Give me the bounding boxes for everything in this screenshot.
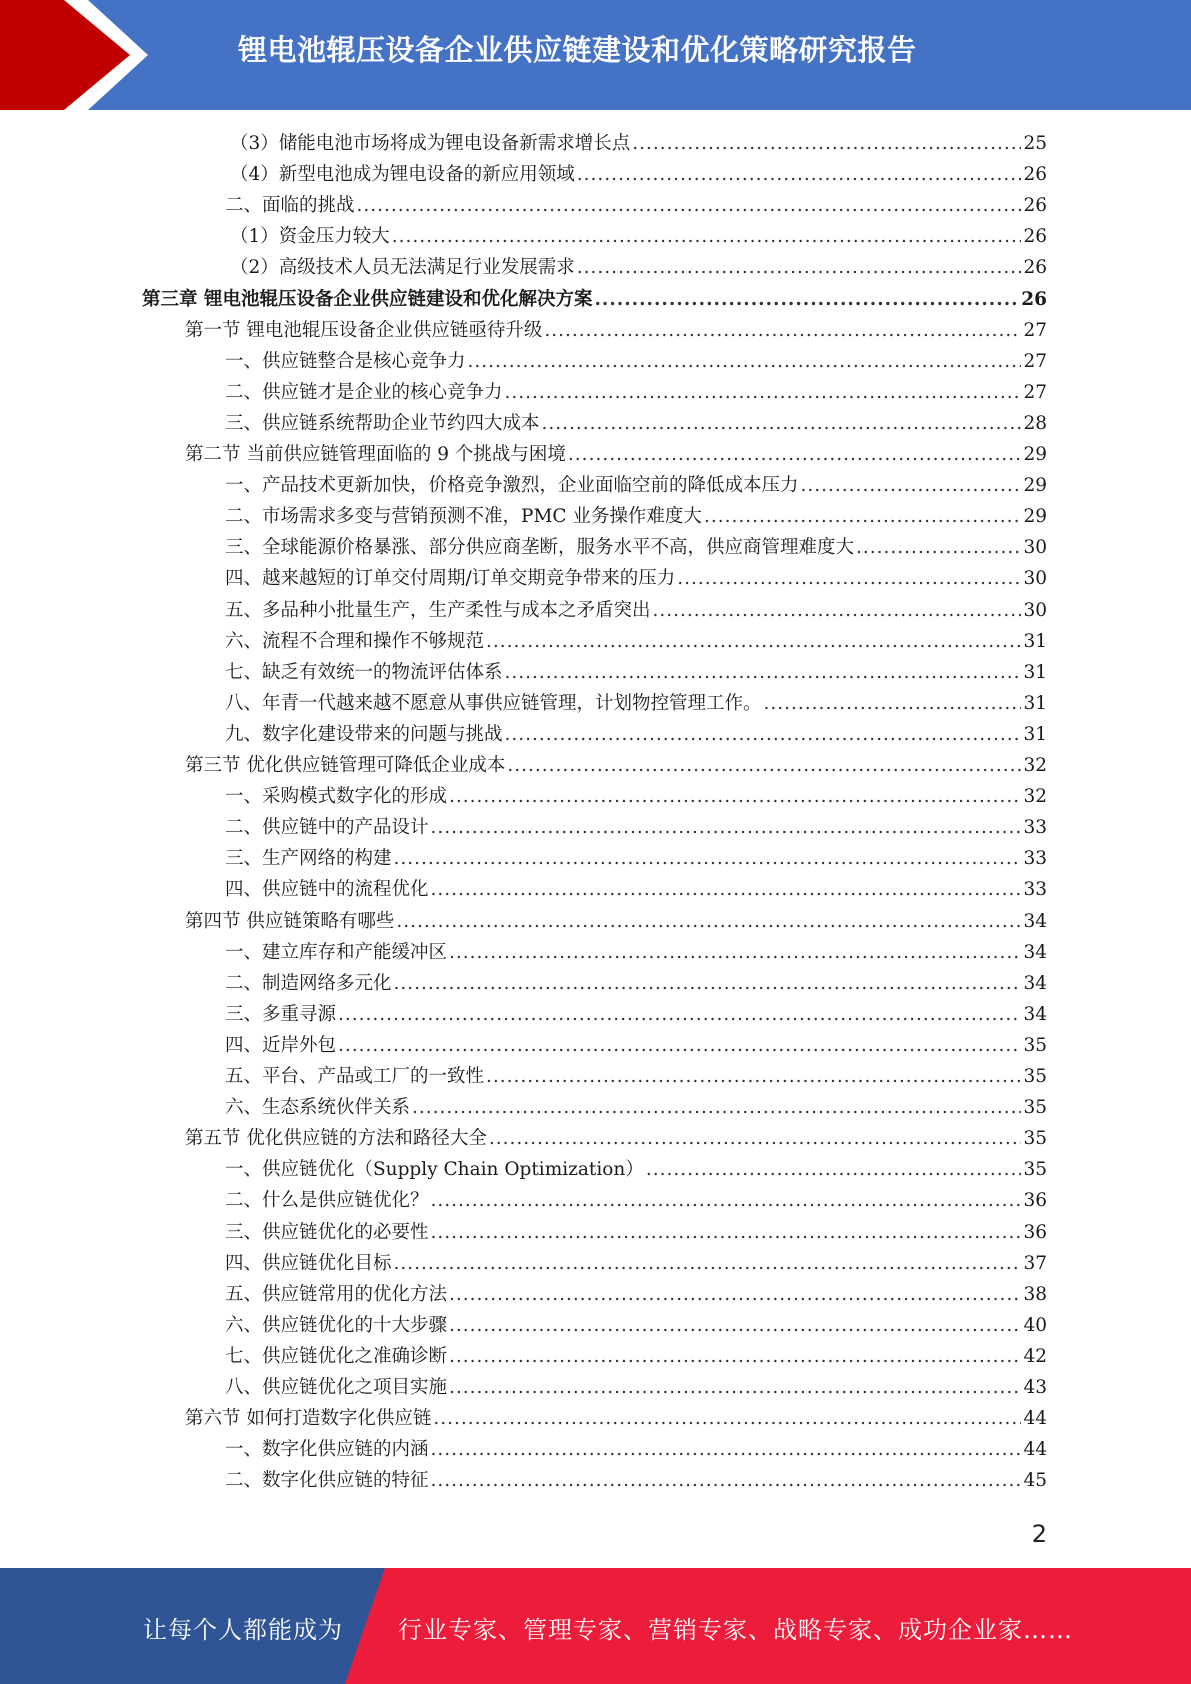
page-number: 2 [1031, 1520, 1047, 1548]
toc-dot-leader [704, 501, 1022, 532]
toc-entry-page: 38 [1023, 1283, 1047, 1305]
toc-entry[interactable] [225, 626, 1047, 657]
toc-entry-page: 35 [1023, 1066, 1047, 1087]
toc-entry-page: 25 [1023, 133, 1047, 154]
toc-entry[interactable] [225, 1030, 1047, 1061]
toc-entry[interactable] [225, 377, 1047, 408]
toc-entry[interactable] [225, 719, 1047, 750]
toc-entry-title: 一、产品技术更新加快，价格竞争激烈，企业面临空前的降低成本压力 [225, 475, 799, 497]
toc-entry-title: 八、年青一代越来越不愿意从事供应链管理，计划物控管理工作。 [225, 692, 762, 714]
toc-dot-leader [394, 1248, 1022, 1279]
toc-entry[interactable] [185, 906, 1047, 937]
toc-entry-title: 二、面临的挑战 [225, 195, 355, 217]
toc-entry-page: 36 [1023, 1190, 1047, 1212]
toc-entry-page: 26 [1023, 195, 1047, 217]
toc-dot-leader [568, 439, 1022, 470]
toc-entry-title: 八、供应链优化之项目实施 [225, 1377, 448, 1398]
toc-entry-page: 35 [1023, 1159, 1047, 1181]
toc-dot-leader [449, 1341, 1021, 1372]
toc-entry-page: 33 [1023, 879, 1047, 901]
toc-entry[interactable] [185, 439, 1047, 470]
toc-entry[interactable] [225, 470, 1047, 501]
toc-entry-page: 43 [1023, 1377, 1047, 1398]
toc-entry-page: 37 [1023, 1252, 1047, 1274]
toc-dot-leader [431, 1465, 1022, 1496]
toc-entry-page: 31 [1023, 692, 1047, 714]
toc-entry-page: 29 [1023, 475, 1047, 497]
toc-entry[interactable] [230, 159, 1047, 190]
toc-dot-leader [507, 750, 1021, 781]
toc-entry[interactable] [225, 1061, 1047, 1092]
toc-entry[interactable] [225, 1185, 1047, 1216]
toc-entry-page: 32 [1023, 755, 1047, 776]
toc-entry[interactable] [225, 595, 1047, 626]
toc-entry-title: （1）资金压力较大 [230, 226, 390, 248]
toc-entry[interactable] [225, 874, 1047, 905]
toc-entry-title: 六、供应链优化的十大步骤 [225, 1314, 448, 1336]
toc-entry-page: 27 [1023, 319, 1047, 341]
toc-entry-page: 36 [1023, 1221, 1047, 1243]
footer-slogan-left: 让每个人都能成为 [143, 1616, 343, 1644]
toc-dot-leader [801, 470, 1022, 501]
toc-entry-title: 四、供应链优化目标 [225, 1252, 392, 1274]
toc-dot-leader [653, 595, 1022, 626]
toc-entry-page: 40 [1023, 1314, 1047, 1336]
toc-entry-page: 28 [1023, 412, 1047, 434]
toc-entry[interactable] [225, 1279, 1047, 1310]
toc-dot-leader [433, 1403, 1021, 1434]
toc-entry-title: 第三节 优化供应链管理可降低企业成本 [185, 755, 506, 776]
toc-dot-leader [431, 1217, 1022, 1248]
toc-entry-title: （3）储能电池市场将成为锂电设备新需求增长点 [230, 133, 631, 154]
toc-dot-leader [489, 1123, 1022, 1154]
toc-entry-page: 35 [1023, 1097, 1047, 1119]
toc-entry-page: 34 [1023, 910, 1047, 932]
toc-entry-title: 二、市场需求多变与营销预测不准，PMC 业务操作难度大 [225, 506, 702, 528]
toc-entry[interactable] [225, 937, 1047, 968]
toc-entry[interactable] [225, 1217, 1047, 1248]
toc-entry[interactable] [225, 1465, 1047, 1496]
toc-entry-page: 26 [1023, 226, 1047, 248]
toc-entry[interactable] [225, 346, 1047, 377]
toc-dot-leader [431, 1434, 1022, 1465]
toc-dot-leader [449, 781, 1021, 812]
toc-dot-leader [505, 657, 1022, 688]
toc-dot-leader [431, 812, 1022, 843]
toc-entry-title: 第三章 锂电池辊压设备企业供应链建设和优化解决方案 [142, 288, 593, 310]
toc-entry[interactable] [185, 1123, 1047, 1154]
toc-entry[interactable] [230, 252, 1047, 283]
toc-dot-leader [505, 719, 1022, 750]
toc-dot-leader [338, 999, 1021, 1030]
toc-entry-title: 九、数字化建设带来的问题与挑战 [225, 723, 503, 745]
toc-entry-page: 31 [1023, 661, 1047, 683]
toc-entry[interactable] [225, 1310, 1047, 1341]
toc-entry[interactable] [230, 128, 1047, 159]
toc-entry-title: 五、平台、产品或工厂的一致性 [225, 1066, 485, 1087]
toc-entry-title: （2）高级技术人员无法满足行业发展需求 [230, 257, 575, 279]
toc-entry-title: 三、全球能源价格暴涨、部分供应商垄断，服务水平不高，供应商管理难度大 [225, 537, 855, 559]
toc-entry-title: 二、供应链才是企业的核心竞争力 [225, 381, 503, 403]
toc-entry-title: 第五节 优化供应链的方法和路径大全 [185, 1128, 487, 1150]
toc-dot-leader [449, 1310, 1021, 1341]
toc-entry-page: 30 [1023, 568, 1047, 590]
toc-entry-title: （4）新型电池成为锂电设备的新应用领域 [230, 164, 575, 186]
footer-slogan-right: 行业专家、管理专家、营销专家、战略专家、成功企业家…… [398, 1616, 1073, 1644]
toc-entry[interactable] [225, 563, 1047, 594]
toc-entry-title: 第四节 供应链策略有哪些 [185, 910, 395, 932]
toc-entry-page: 30 [1023, 537, 1047, 559]
toc-dot-leader [357, 190, 1022, 221]
toc-entry-title: 一、数字化供应链的内涵 [225, 1439, 429, 1461]
toc-dot-leader [449, 1372, 1021, 1403]
toc-entry-page: 44 [1023, 1439, 1047, 1461]
toc-entry-title: 二、制造网络多元化 [225, 972, 392, 994]
toc-entry-page: 33 [1023, 817, 1047, 839]
toc-entry-page: 26 [1021, 288, 1047, 310]
toc-entry-page: 34 [1023, 1003, 1047, 1025]
toc-entry-page: 35 [1023, 1128, 1047, 1150]
toc-dot-leader [632, 128, 1021, 159]
toc-entry[interactable] [225, 968, 1047, 999]
toc-dot-leader [431, 1185, 1022, 1216]
toc-entry[interactable] [225, 1372, 1047, 1403]
toc-entry[interactable] [225, 501, 1047, 532]
toc-entry-title: 五、多品种小批量生产，生产柔性与成本之矛盾突出 [225, 599, 651, 621]
toc-entry-title: 第一节 锂电池辊压设备企业供应链亟待升级 [185, 319, 543, 341]
toc-dot-leader [338, 1030, 1021, 1061]
toc-entry-page: 26 [1023, 164, 1047, 186]
toc-dot-leader [677, 563, 1021, 594]
toc-dot-leader [486, 626, 1021, 657]
toc-dot-leader [486, 1061, 1021, 1092]
toc-entry-title: 一、供应链优化（Supply Chain Optimization） [225, 1159, 644, 1181]
toc-dot-leader [468, 346, 1022, 377]
toc-entry-title: 七、缺乏有效统一的物流评估体系 [225, 661, 503, 683]
toc-entry-page: 31 [1023, 723, 1047, 745]
toc-dot-leader [646, 1154, 1022, 1185]
toc-entry-title: 二、数字化供应链的特征 [225, 1470, 429, 1492]
toc-entry-page: 42 [1023, 1345, 1047, 1367]
toc-dot-leader [394, 968, 1022, 999]
toc-entry-title: 二、什么是供应链优化？ [225, 1190, 429, 1212]
toc-entry-title: 一、建立库存和产能缓冲区 [225, 941, 448, 963]
header-arrow-decoration [0, 0, 150, 110]
toc-entry-page: 30 [1023, 599, 1047, 621]
toc-entry[interactable] [225, 1154, 1047, 1185]
toc-entry[interactable] [225, 1434, 1047, 1465]
toc-dot-leader [392, 221, 1022, 252]
toc-entry[interactable] [225, 532, 1047, 563]
toc-entry[interactable] [225, 1092, 1047, 1123]
toc-entry-page: 35 [1023, 1034, 1047, 1056]
toc-entry[interactable] [225, 190, 1047, 221]
toc-entry-title: 六、流程不合理和操作不够规范 [225, 630, 485, 652]
toc-entry-title: 三、多重寻源 [225, 1003, 337, 1025]
toc-entry-page: 34 [1023, 941, 1047, 963]
toc-dot-leader [449, 937, 1021, 968]
toc-entry-title: 二、供应链中的产品设计 [225, 817, 429, 839]
toc-entry-page: 33 [1023, 848, 1047, 870]
toc-entry-page: 31 [1023, 630, 1047, 652]
toc-entry[interactable] [225, 408, 1047, 439]
toc-dot-leader [577, 252, 1022, 283]
toc-entry[interactable] [185, 315, 1047, 346]
toc-entry-page: 27 [1023, 381, 1047, 403]
toc-dot-leader [594, 284, 1019, 315]
toc-entry-page: 44 [1023, 1408, 1047, 1430]
toc-entry-title: 四、供应链中的流程优化 [225, 879, 429, 901]
toc-entry-page: 29 [1023, 444, 1047, 465]
toc-entry-title: 第六节 如何打造数字化供应链 [185, 1408, 432, 1430]
toc-dot-leader [577, 159, 1022, 190]
toc-entry-page: 45 [1023, 1470, 1047, 1492]
toc-entry-title: 四、近岸外包 [225, 1034, 337, 1056]
toc-entry-title: 七、供应链优化之准确诊断 [225, 1345, 448, 1367]
toc-dot-leader [449, 1279, 1021, 1310]
toc-entry-page: 29 [1023, 506, 1047, 528]
toc-entry-page: 34 [1023, 972, 1047, 994]
toc-entry-title: 一、采购模式数字化的形成 [225, 786, 448, 808]
toc-entry-title: 一、供应链整合是核心竞争力 [225, 350, 466, 372]
toc-dot-leader [505, 377, 1022, 408]
toc-entry[interactable] [142, 284, 1047, 315]
toc-dot-leader [394, 843, 1022, 874]
toc-entry[interactable] [225, 781, 1047, 812]
page-header [0, 0, 1191, 110]
toc-dot-leader [412, 1092, 1021, 1123]
toc-entry[interactable] [225, 657, 1047, 688]
toc-entry-page: 27 [1023, 350, 1047, 372]
toc-entry-page: 32 [1023, 786, 1047, 808]
toc-entry[interactable] [225, 688, 1047, 719]
toc-entry-title: 第二节 当前供应链管理面临的 9 个挑战与困境 [185, 444, 566, 465]
report-title: 锂电池辊压设备企业供应链建设和优化策略研究报告 [238, 33, 917, 67]
toc-entry-title: 三、供应链系统帮助企业节约四大成本 [225, 412, 540, 434]
toc-entry[interactable] [185, 750, 1047, 781]
page-footer [0, 1568, 1191, 1684]
toc-entry[interactable] [230, 221, 1047, 252]
toc-entry-title: 六、生态系统伙伴关系 [225, 1097, 411, 1119]
toc-dot-leader [544, 315, 1021, 346]
toc-entry-title: 五、供应链常用的优化方法 [225, 1283, 448, 1305]
toc-entry[interactable] [225, 843, 1047, 874]
toc-dot-leader [431, 874, 1022, 905]
toc-entry[interactable] [225, 1248, 1047, 1279]
toc-entry[interactable] [225, 999, 1047, 1030]
toc-dot-leader [542, 408, 1022, 439]
toc-dot-leader [396, 906, 1021, 937]
toc-entry[interactable] [225, 812, 1047, 843]
toc-dot-leader [856, 532, 1021, 563]
toc-entry-title: 四、越来越短的订单交付周期/订单交期竞争带来的压力 [225, 568, 676, 590]
toc-entry-page: 26 [1023, 257, 1047, 279]
toc-dot-leader [764, 688, 1022, 719]
toc-entry-title: 三、供应链优化的必要性 [225, 1221, 429, 1243]
toc-entry[interactable] [185, 1403, 1047, 1434]
toc-entry[interactable] [225, 1341, 1047, 1372]
toc-entry-title: 三、生产网络的构建 [225, 848, 392, 870]
